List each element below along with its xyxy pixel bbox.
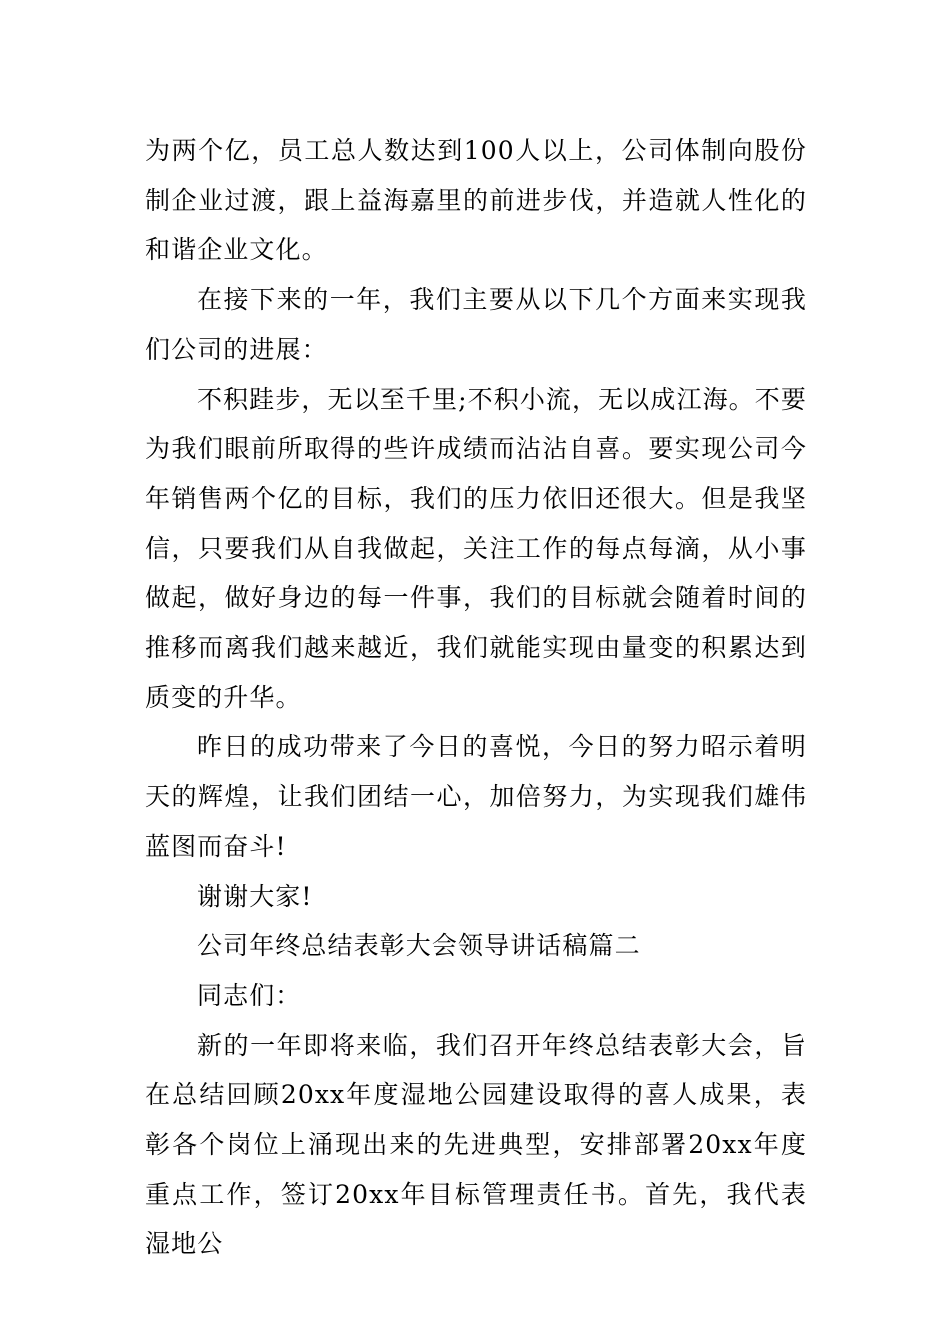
paragraph-next-year-intro: 在接下来的一年，我们主要从以下几个方面来实现我们公司的进展：: [145, 285, 807, 364]
section-heading: 公司年终总结表彰大会领导讲话稿篇二: [197, 931, 641, 961]
paragraph-continuation: 为两个亿，员工总人数达到100人以上，公司体制向股份制企业过渡，跟上益海嘉里的前进步伐，并造就人性化的和谐企业文化。: [145, 136, 807, 265]
paragraph-opening-speech: 新的一年即将来临，我们召开年终总结表彰大会，旨在总结回顾20xx年度湿地公园建设取得的喜人成果，表彰各个岗位上涌现出来的先进典型，安排部署20xx年度重点工作，签订20xx年目标管理责任书。首先，我代表湿地公: [145, 1030, 807, 1259]
paragraph-thanks: 谢谢大家!: [197, 881, 313, 911]
paragraph-goals: 不积跬步，无以至千里;不积小流，无以成江海。不要为我们眼前所取得的些许成绩而沾沾自喜。要实现公司今年销售两个亿的目标，我们的压力依旧还很大。但是我坚信，只要我们从自我做起，关注工作的每点每滴，从小事做起，做好身边的每一件事，我们的目标就会随着时间的推移而离我们越来越近，我们就能实现由量变的积累达到质变的升华。: [145, 384, 807, 712]
document-body: [145, 126, 807, 1269]
salutation: 同志们：: [197, 980, 302, 1010]
paragraph-closing-call: 昨日的成功带来了今日的喜悦，今日的努力昭示着明天的辉煌，让我们团结一心，加倍努力，为实现我们雄伟蓝图而奋斗!: [145, 732, 807, 861]
